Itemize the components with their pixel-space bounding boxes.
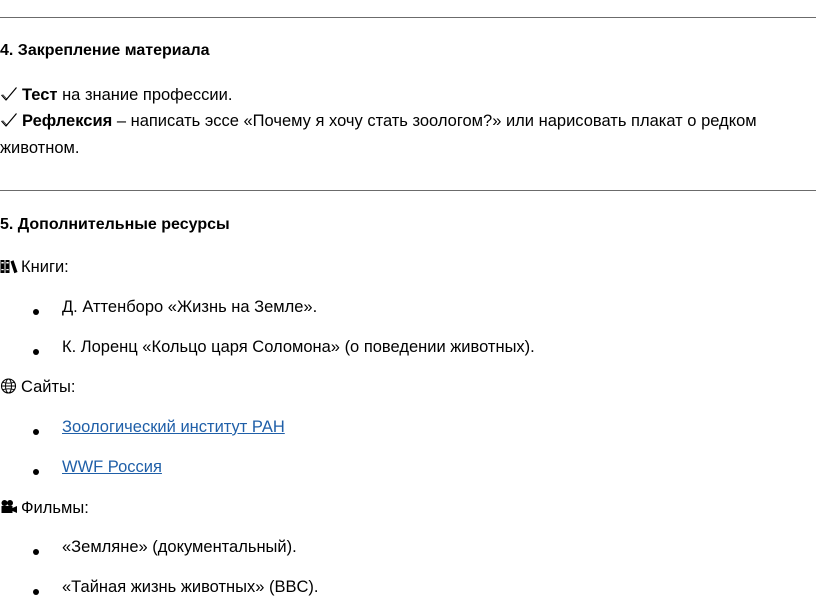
reflection-text: – написать эссе «Почему я хочу стать зоологом?» или нарисовать плакат о редком животном. (0, 112, 757, 157)
top-divider (0, 17, 816, 18)
reflection-line (0, 108, 800, 162)
bullet (33, 309, 39, 315)
bullet (33, 549, 39, 555)
sites-heading (0, 376, 76, 398)
test-text: на знание профессии. (57, 86, 233, 104)
book-item-2: К. Лоренц «Кольцо царя Соломона» (о поведении животных). (62, 338, 535, 356)
bullet (33, 349, 39, 355)
section-4-title: 4. Закрепление материала (0, 42, 210, 59)
books-heading (0, 256, 69, 278)
globe-icon (0, 378, 18, 394)
film-item-2: «Тайная жизнь животных» (BBC). (62, 578, 319, 596)
movie-camera-icon (0, 499, 18, 515)
books-label: Книги: (21, 258, 69, 276)
book-item-1: Д. Аттенборо «Жизнь на Земле». (62, 298, 318, 316)
check-mark-icon (0, 86, 18, 102)
books-icon (0, 258, 18, 274)
zoological-institute-link[interactable]: Зоологический институт РАН (62, 418, 285, 436)
bullet (33, 429, 39, 435)
middle-divider (0, 190, 816, 191)
films-label: Фильмы: (21, 499, 89, 517)
sites-label: Сайты: (21, 378, 76, 396)
films-heading (0, 497, 89, 519)
bullet (33, 589, 39, 595)
bullet (33, 469, 39, 475)
test-line (0, 84, 232, 106)
check-mark-icon (0, 112, 18, 128)
wwf-russia-link[interactable]: WWF Россия (62, 458, 162, 476)
reflection-bold: Рефлексия (22, 112, 113, 130)
test-bold: Тест (22, 86, 58, 104)
section-5-title: 5. Дополнительные ресурсы (0, 216, 230, 233)
film-item-1: «Земляне» (документальный). (62, 538, 297, 556)
